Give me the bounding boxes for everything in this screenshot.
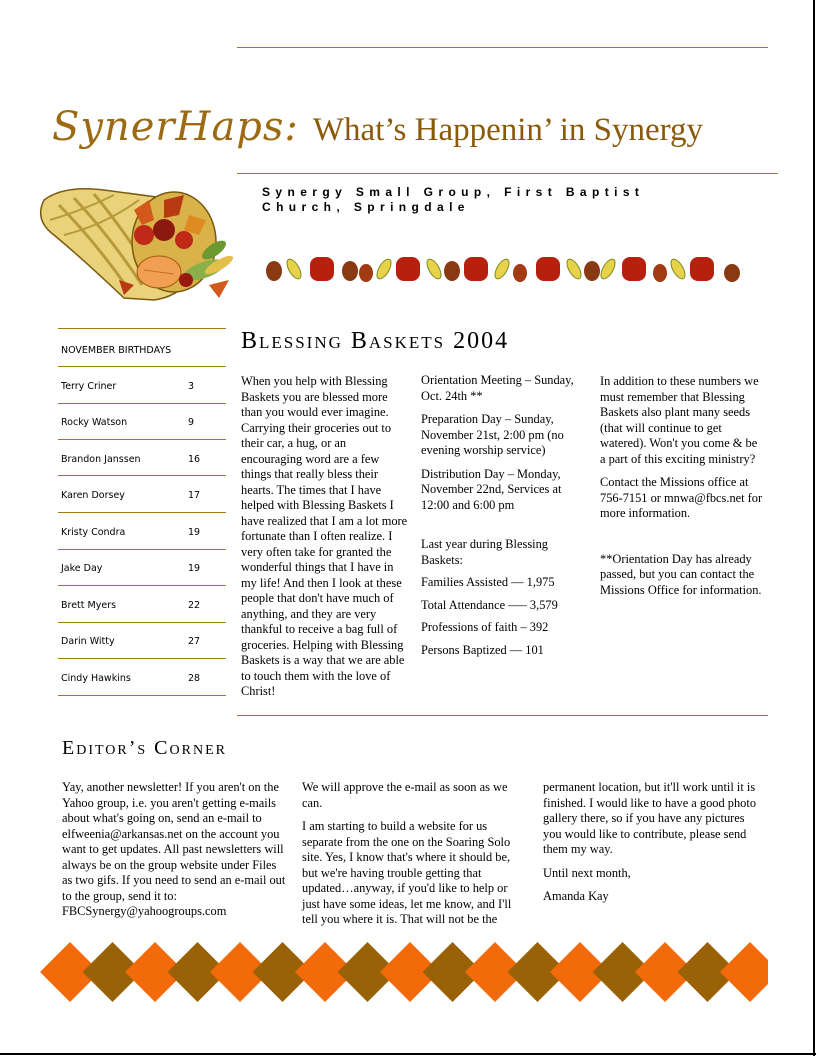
top-rule xyxy=(237,47,768,48)
sidebar-rule xyxy=(58,585,226,586)
editor-signature: Amanda Kay xyxy=(543,889,609,903)
sidebar-rule xyxy=(58,475,226,476)
masthead xyxy=(52,104,782,164)
vegetable-border xyxy=(262,247,746,289)
masthead-subtitle: Synergy Small Group, First Baptist Church, Springdale xyxy=(262,185,645,214)
editor-closing: Until next month, xyxy=(543,865,631,880)
birthday-name: Darin Witty xyxy=(61,636,115,647)
cornucopia-illustration xyxy=(14,180,264,305)
birthday-name: Terry Criner xyxy=(61,381,117,392)
editor-approve-text: We will approve the e-mail as soon as we can. xyxy=(302,780,508,810)
editor-intro-text: Yay, another newsletter! If you aren't on the Yahoo group, i.e. you aren't getting e-mails about what's going on, send an e-mail to elfweenia@arkansas.net on the account you want to get updates. All past newsletters will always be on the group website under Files as two gifs. If you need to send an e-mail out to the group, send it to: FBCSynergy@yahoogroups.com xyxy=(62,780,286,918)
birthday-day: 9 xyxy=(188,417,195,428)
birthday-day: 28 xyxy=(188,673,201,684)
sidebar-rule xyxy=(58,549,226,550)
seeds-text: In addition to these numbers we must remember that Blessing Baskets also plant many seeds (that will continue to get watered). Won't you come & be a part of this exciting ministry? xyxy=(600,374,759,466)
blessing-column-2 xyxy=(421,373,583,666)
sidebar-rule xyxy=(58,622,226,623)
border-diamond xyxy=(720,942,768,1002)
blessing-column-3 xyxy=(600,374,765,606)
birthday-day: 27 xyxy=(188,636,201,647)
birthday-name: Cindy Hawkins xyxy=(61,673,131,684)
birthday-day: 19 xyxy=(188,563,201,574)
preparation-day: Preparation Day – Sunday, November 21st, 2:00 pm (no evening worship service) xyxy=(421,412,564,457)
sidebar-heading: NOVEMBER BIRTHDAYS xyxy=(61,345,172,356)
editor-column-1 xyxy=(62,780,286,928)
distribution-day: Distribution Day – Monday, November 22nd, Services at 12:00 and 6:00 pm xyxy=(421,466,562,512)
sidebar-rule xyxy=(58,512,226,513)
sidebar-rule xyxy=(58,439,226,440)
orientation-note: **Orientation Day has already passed, but you can contact the Missions Office for information. xyxy=(600,551,762,597)
birthday-name: Kristy Condra xyxy=(61,527,126,538)
sidebar-rule xyxy=(58,328,226,329)
birthday-day: 17 xyxy=(188,490,201,501)
birthday-name: Brandon Janssen xyxy=(61,454,141,465)
masthead-title: What’s Happenin’ in Synergy xyxy=(312,112,704,148)
birthday-day: 22 xyxy=(188,600,201,611)
blessing-intro-text: When you help with Blessing Baskets you are blessed more than you would ever imagine. Carrying their groceries out to their car, a hug, or an encouraging word are a few things that really bless their hearts. The times that I have helped with Blessing Baskets I have realized that I am a lot more fortunate than I often realize. I very often take for granted the wonderful things that I have in my life! And then I look at these people that don't have much of anything, and they are very thankful to receive a bag full of groceries. Helping with Blessing Baskets is a way that we are able to touch them with the love of Christ! xyxy=(241,374,408,698)
blessing-column-1 xyxy=(241,374,409,708)
editor-gallery-text: permanent location, but it'll work until it is finished. I would like to have a good photo gallery there, so if you have any pictures you would like to contribute, please send them my way. xyxy=(543,780,757,856)
editor-column-2 xyxy=(302,780,526,936)
diamond-border xyxy=(40,942,768,1002)
birthday-name: Brett Myers xyxy=(61,600,117,611)
birthday-name: Karen Dorsey xyxy=(61,490,125,501)
contact-text: Contact the Missions office at 756-7151 or mnwa@fbcs.net for more information. xyxy=(600,475,763,520)
editors-corner-heading: Editor’s Corner xyxy=(62,737,227,759)
orientation-meeting: Orientation Meeting – Sunday, Oct. 24th ** xyxy=(421,373,574,403)
birthday-name: Rocky Watson xyxy=(61,417,128,428)
stat-baptized: Persons Baptized — 101 xyxy=(421,642,544,657)
birthday-day: 3 xyxy=(188,381,195,392)
stat-professions: Professions of faith – 392 xyxy=(421,620,549,634)
blessing-baskets-heading: Blessing Baskets 2004 xyxy=(241,328,510,354)
birthday-name: Jake Day xyxy=(61,563,103,574)
sidebar-rule xyxy=(58,658,226,659)
editor-website-text: I am starting to build a website for us separate from the one on the Soaring Solo site. Yes, I know that's where it should be, but we're having trouble getting that updated…anyway, if you'd like to help or just have some ideas, let me know, and I'll tell you where it is. That will not be the xyxy=(302,819,512,926)
masthead-script-title: SynerHaps: xyxy=(52,104,299,150)
page-right-edge xyxy=(813,0,815,1056)
stat-families: Families Assisted — 1,975 xyxy=(421,575,555,589)
section-rule xyxy=(237,715,768,716)
last-year-intro: Last year during Blessing Baskets: xyxy=(421,537,548,567)
stat-attendance: Total Attendance —– 3,579 xyxy=(421,597,558,612)
sidebar-rule xyxy=(58,403,226,404)
sidebar-rule xyxy=(58,695,226,696)
masthead-rule xyxy=(237,173,778,174)
birthday-day: 16 xyxy=(188,454,201,465)
sidebar-rule xyxy=(58,366,226,367)
page-bottom-edge xyxy=(0,1053,816,1055)
editor-column-3 xyxy=(543,780,765,913)
birthday-day: 19 xyxy=(188,527,201,538)
